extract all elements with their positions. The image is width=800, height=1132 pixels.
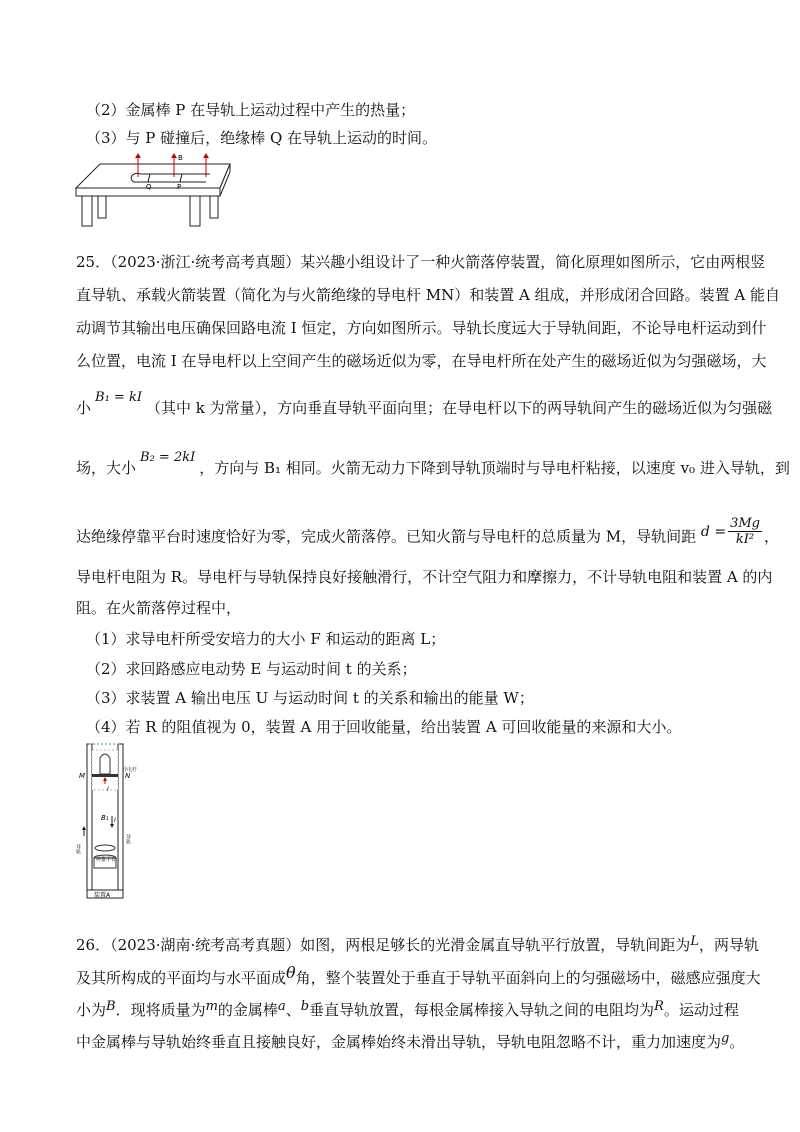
q25-line-7-suffix: ， [763, 527, 779, 546]
fig-label-N: N [125, 772, 131, 780]
fig-label-P: P [177, 183, 182, 191]
q26-line-3-sep: 、 [285, 1001, 301, 1019]
fig-label-B: B [178, 154, 183, 162]
q26-line-3-resistance-text: 垂直导轨放置，每根金属棒接入导轨之间的电阻均为 [309, 1001, 655, 1019]
formula-d-numerator: 3Mg [730, 516, 760, 531]
q26-line-1 [76, 935, 759, 957]
q25-line-7 [76, 516, 779, 553]
q26-line-4 [76, 1032, 744, 1054]
fig-right-rail-label: 导轨 [125, 834, 131, 844]
q26-line-3-rod-text: 的金属棒 [217, 1001, 278, 1019]
q26-line-3-text: 小为 [76, 1001, 107, 1019]
fig-left-rail-label: 导轨 [75, 844, 81, 854]
formula-d-denominator: kI² [735, 532, 755, 547]
symbol-B: B [106, 999, 116, 1014]
symbol-R: R [654, 999, 664, 1014]
q25-line-5 [76, 390, 773, 420]
q25-line-6-prefix: 场，大小 [76, 459, 137, 477]
q26-line-3 [76, 1000, 739, 1022]
q26-line-1-text: 26．（2023·湖南·统考高考真题）如图，两根足够长的光滑金属直导轨平行放置，导轨间距为 [76, 936, 691, 954]
q25-line-2: 直导轨、承载火箭装置（简化为与火箭绝缘的导电杆 MN）和装置 A 组成，并形成闭合回路。装置 A 能自 [76, 286, 780, 304]
q25-line-9: 阻。在火箭落停过程中， [76, 599, 242, 617]
symbol-a: a [277, 999, 286, 1014]
q26-line-4-text: 中金属棒与导轨始终垂直且接触良好，金属棒始终未滑出导轨，导轨电阻忽略不计，重力加速度为 [76, 1033, 722, 1051]
formula-d-lhs: d = [700, 523, 727, 540]
q26-line-4-suffix: 。 [729, 1033, 745, 1051]
fig-label-I-right: I [114, 817, 116, 824]
q26-line-3-mass-text: ．现将质量为 [115, 1001, 206, 1019]
fig-device-label: 装置A [94, 892, 111, 899]
fig-label-I-top: I [107, 786, 109, 793]
fig-label-Q: Q [146, 183, 152, 191]
q25-line-7-prefix: 达绝缘停靠平台时速度恰好为零，完成火箭落停。已知火箭与导电杆的总质量为 M，导轨间距 [76, 527, 697, 546]
q26-line-2 [76, 963, 761, 988]
q25-subquestion-2: （2）求回路感应电动势 E 与运动时间 t 的关系； [86, 660, 417, 678]
symbol-m: m [205, 999, 218, 1014]
q25-line-5-suffix: （其中 k 为常量），方向垂直导轨平面向里；在导电杆以下的两导轨间产生的磁场近似为匀强磁 [145, 399, 773, 417]
q25-line-6 [76, 450, 790, 480]
fig-platform-label: 停靠平台 [96, 857, 117, 863]
q24-subquestion-3: （3）与 P 碰撞后，绝缘棒 Q 在导轨上运动的时间。 [86, 129, 438, 147]
q25-subquestion-4: （4）若 R 的阻值视为 0，装置 A 用于回收能量，给出装置 A 可回收能量的来源和大小。 [86, 718, 682, 736]
q25-subquestion-1: （1）求导电杆所受安培力的大小 F 和运动的距离 L； [86, 630, 446, 648]
q25-line-4: 么位置，电流 I 在导电杆以上空间产生的磁场近似为零，在导电杆所在处产生的磁场近似为匀强磁场，大 [76, 352, 767, 370]
fig-label-B1: B₁ [101, 814, 109, 822]
q25-subquestion-3: （3）求装置 A 输出电压 U 与运动时间 t 的关系和输出的能量 W； [86, 689, 534, 707]
q26-line-2-suffix: 角，整个装置处于垂直于导轨平面斜向上的匀强磁场中，磁感应强度大 [295, 969, 761, 987]
q25-line-1: 25．（2023·浙江·统考高考真题）某兴趣小组设计了一种火箭落停装置，简化原理如图所示，它由两根竖 [76, 253, 766, 271]
q25-line-5-prefix: 小 [76, 399, 92, 417]
q25-line-3: 动调节其输出电压确保回路电流 I 恒定，方向如图所示。导轨长度远大于导轨间距，不论导电杆运动到什 [76, 319, 767, 337]
formula-d-fraction [728, 516, 762, 547]
q24-table-figure [70, 152, 240, 232]
formula-B2: B₂ = 2kI [140, 450, 196, 465]
symbol-b: b [300, 999, 310, 1014]
q26-line-2-text: 及其所构成的平面均与水平面成 [76, 969, 287, 987]
symbol-L: L [690, 934, 699, 949]
symbol-g: g [721, 1031, 730, 1046]
symbol-theta: θ [286, 963, 296, 982]
q26-line-3-suffix: 。运动过程 [663, 1001, 739, 1019]
fig-label-M: M [79, 772, 86, 780]
q24-subquestion-2: （2）金属棒 P 在导轨上运动过程中产生的热量； [86, 101, 416, 119]
q26-line-1-suffix: ，两导轨 [698, 936, 759, 954]
q25-rocket-rail-figure [75, 742, 138, 900]
fig-rod-label: 导电杆 [122, 767, 138, 773]
q25-line-6-suffix: ，方向与 B₁ 相同。火箭无动力下降到导轨顶端时与导电杆粘接，以速度 v₀ 进入导轨，到 [199, 459, 790, 477]
formula-B1: B₁ = kI [95, 390, 142, 405]
q25-line-8: 导电杆电阻为 R。导电杆与导轨保持良好接触滑行，不计空气阻力和摩擦力，不计导轨电阻和装置 A 的内 [76, 568, 773, 586]
